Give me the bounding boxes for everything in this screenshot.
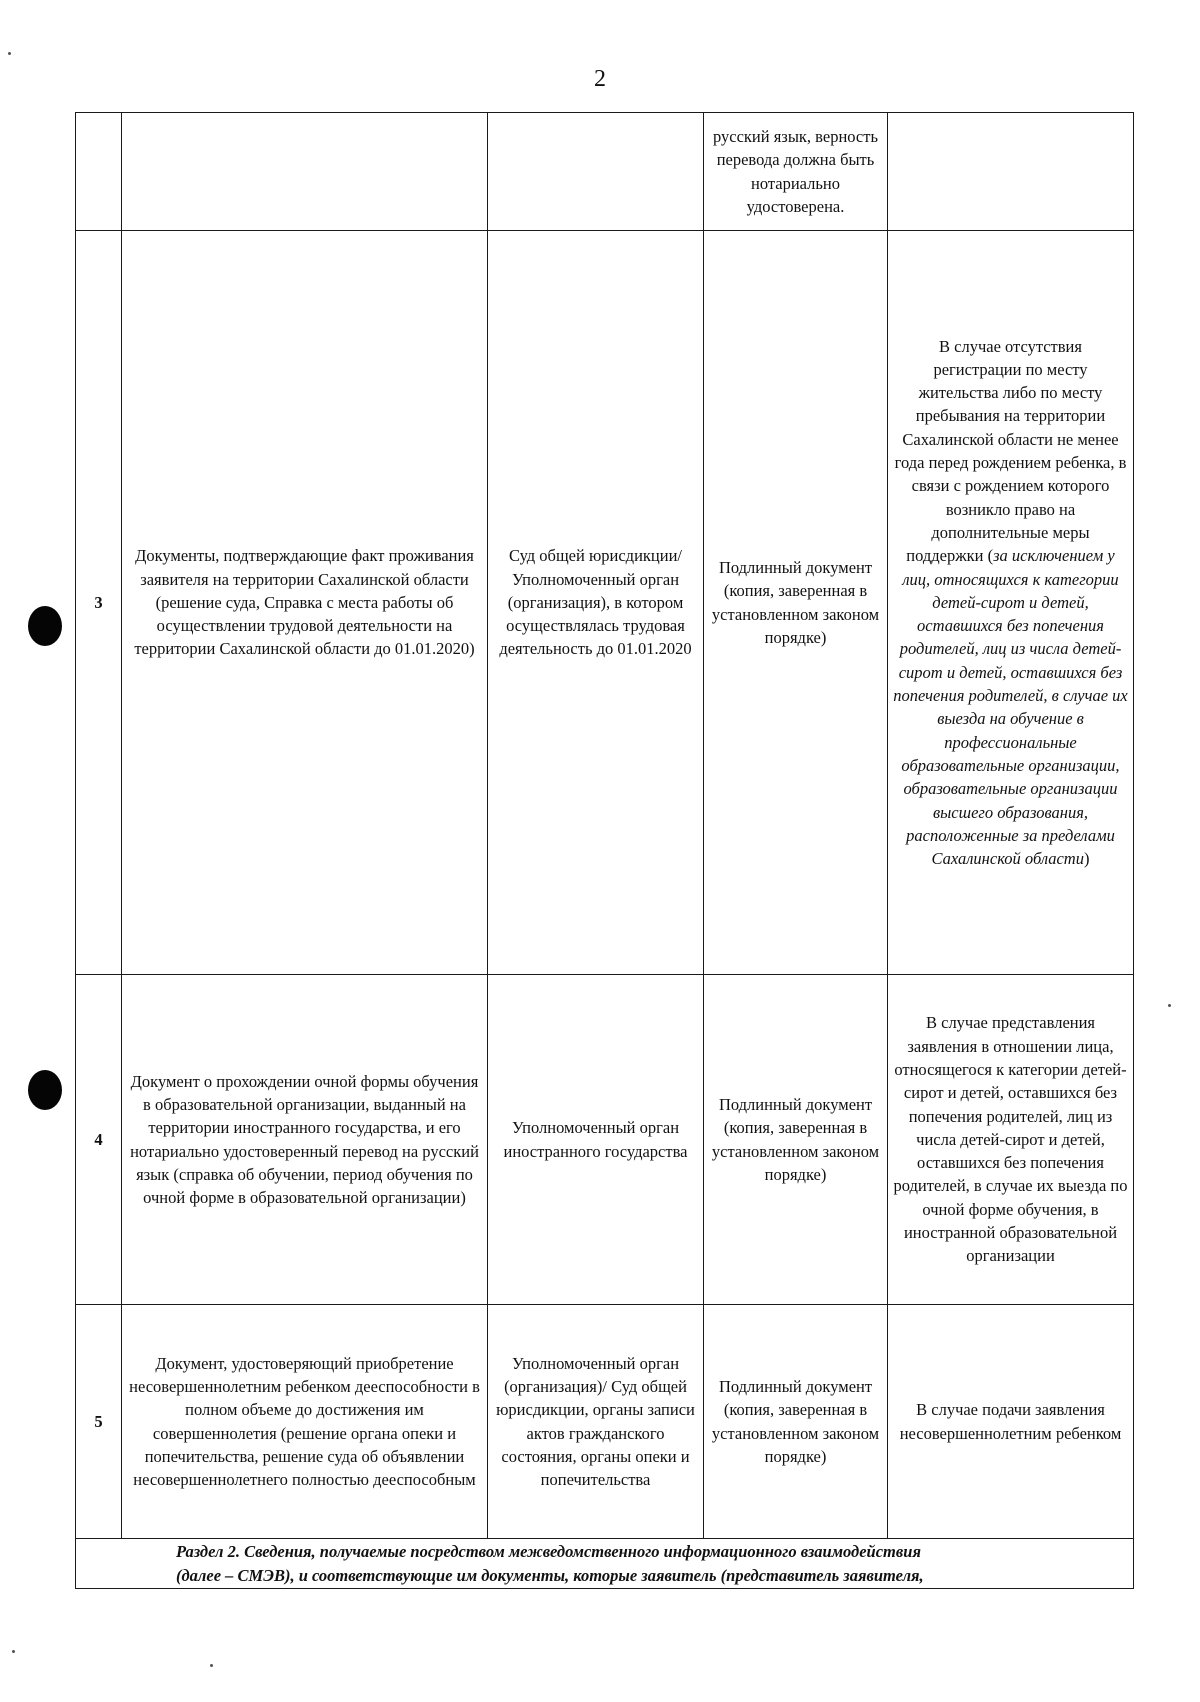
section-heading-line-2: (далее – СМЭВ), и соответствующие им документы, которые заявитель (представитель заявителя, [176,1565,924,1585]
issuer-cell: Уполномоченный орган иностранного государства [488,975,704,1305]
document-cell: Документ, удостоверяющий приобретение несовершеннолетним ребенком дееспособности в полном объеме до достижения им совершеннолетия (решение органа опеки и попечительства, решение суда об объявлении несовершеннолетнего полностью дееспособным [122,1305,488,1539]
form-cell: русский язык, верность перевода должна быть нотариально удостоверена. [704,113,888,231]
scan-speck [210,1664,213,1667]
condition-cell [888,231,1134,975]
row-number-cell [76,113,122,231]
table-row-continuation [76,113,1134,231]
form-cell: Подлинный документ (копия, заверенная в установленном законом порядке) [704,975,888,1305]
scan-speck [1168,1004,1171,1007]
scan-speck [8,52,11,55]
condition-cell: В случае подачи заявления несовершеннолетним ребенком [888,1305,1134,1539]
documents-table [75,112,1134,1589]
condition-cell [888,113,1134,231]
section-heading-line-1: Раздел 2. Сведения, получаемые посредством межведомственного информационного взаимодействия [176,1541,921,1561]
punch-hole-mark [28,606,62,646]
page-number: 2 [594,66,606,92]
row-number-cell: 5 [76,1305,122,1539]
table-row-3 [76,231,1134,975]
section-heading [76,1539,1134,1589]
condition-exception-text: за исключением у лиц, относящихся к категории детей-сирот и детей, оставшихся без попечения родителей, лиц из числа детей-сирот и детей, оставшихся без попечения родителей, в случае их выезда на обучение в профессиональные образовательные организации, образовательные организации высшего образования, расположенные за пределами Сахалинской области [893,546,1128,869]
table-row-5 [76,1305,1134,1539]
condition-text: В случае отсутствия регистрации по месту жительства либо по месту пребывания на территории Сахалинской области не менее года перед рождением ребенка, в связи с рождением которого возникло право на дополнительные меры поддержки ( [894,336,1127,566]
document-cell [122,113,488,231]
condition-cell: В случае представления заявления в отношении лица, относящегося к категории детей-сирот и детей, оставшихся без попечения родителей, лиц из числа детей-сирот и детей, оставшихся без попечения родителей, в случае их выезда по очной форме обучения, в иностранной образовательной организации [888,975,1134,1305]
row-number-cell: 3 [76,231,122,975]
issuer-cell: Уполномоченный орган (организация)/ Суд общей юрисдикции, органы записи актов гражданского состояния, органы опеки и попечительства [488,1305,704,1539]
condition-close: ) [1083,849,1090,869]
issuer-cell [488,113,704,231]
scan-speck [12,1650,15,1653]
table-row-4 [76,975,1134,1305]
form-cell: Подлинный документ (копия, заверенная в установленном законом порядке) [704,231,888,975]
row-number-cell: 4 [76,975,122,1305]
document-cell: Документы, подтверждающие факт проживания заявителя на территории Сахалинской области (решение суда, Справка с места работы об осуществлении трудовой деятельности на территории Сахалинской области до 01.01.2020) [122,231,488,975]
document-cell: Документ о прохождении очной формы обучения в образовательной организации, выданный на территории иностранного государства, и его нотариально удостоверенный перевод на русский язык (справка об обучении, период обучения по очной форме в образовательной организации) [122,975,488,1305]
punch-hole-mark [28,1070,62,1110]
form-cell: Подлинный документ (копия, заверенная в установленном законом порядке) [704,1305,888,1539]
section-heading-row [76,1539,1134,1589]
issuer-cell: Суд общей юрисдикции/ Уполномоченный орган (организация), в котором осуществлялась трудовая деятельность до 01.01.2020 [488,231,704,975]
